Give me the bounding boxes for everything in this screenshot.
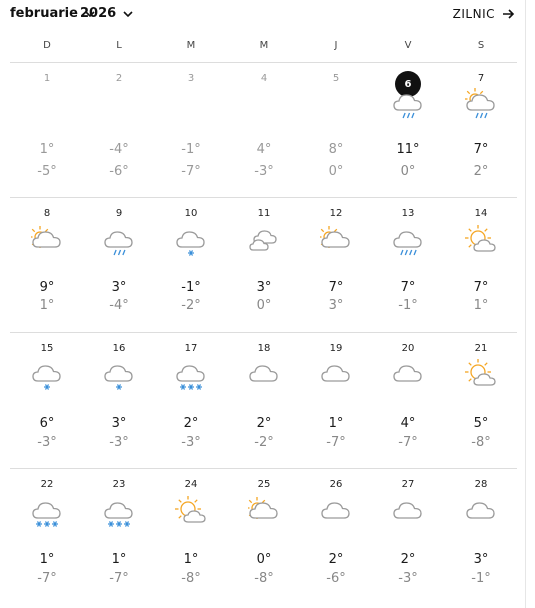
high-temp: 3° xyxy=(473,552,489,567)
high-temp: 1° xyxy=(39,552,55,567)
high-temp: 4° xyxy=(256,142,272,157)
month-label: februarie xyxy=(10,6,78,21)
sun-behind-cloud-icon xyxy=(320,225,352,257)
high-temp: 11° xyxy=(396,142,420,157)
low-temp: 0° xyxy=(328,164,344,179)
day-number: 8 xyxy=(43,208,51,219)
day-number: 10 xyxy=(184,208,198,219)
day-cell[interactable] xyxy=(229,469,299,604)
day-number: 16 xyxy=(112,343,126,354)
day-number: 21 xyxy=(474,343,488,354)
day-cell[interactable] xyxy=(229,63,299,198)
day-cell[interactable] xyxy=(301,198,371,333)
low-temp: -3° xyxy=(37,435,57,450)
day-cell[interactable] xyxy=(301,333,371,468)
low-temp: -7° xyxy=(109,571,129,586)
heavy-snow-icon xyxy=(103,496,135,528)
heavy-snow-icon xyxy=(31,496,63,528)
day-cell[interactable] xyxy=(373,469,443,604)
cloud-icon xyxy=(248,359,280,391)
snow-icon xyxy=(31,359,63,391)
low-temp: -1° xyxy=(398,298,418,313)
day-number: 2 xyxy=(115,73,123,84)
day-number: 13 xyxy=(401,208,415,219)
low-temp: -4° xyxy=(109,298,129,313)
high-temp: 2° xyxy=(256,416,272,431)
high-temp: 5° xyxy=(473,416,489,431)
high-temp: 9° xyxy=(39,280,55,295)
day-number: 11 xyxy=(257,208,271,219)
partly-sunny-icon xyxy=(175,496,207,528)
day-number: 25 xyxy=(257,479,271,490)
low-temp: -2° xyxy=(181,298,201,313)
cloud-icon xyxy=(392,496,424,528)
high-temp: 0° xyxy=(256,552,272,567)
weekday-label: S xyxy=(477,40,485,51)
day-cell[interactable] xyxy=(446,63,516,198)
snow-icon xyxy=(175,225,207,257)
day-cell[interactable] xyxy=(12,198,82,333)
today-day-number: 6 xyxy=(395,71,421,97)
day-number: 14 xyxy=(474,208,488,219)
day-cell[interactable] xyxy=(229,198,299,333)
low-temp: -3° xyxy=(254,164,274,179)
right-border xyxy=(525,0,526,608)
low-temp: -1° xyxy=(471,571,491,586)
low-temp: -2° xyxy=(254,435,274,450)
high-temp: 1° xyxy=(183,552,199,567)
partly-sunny-icon xyxy=(465,225,497,257)
day-cell[interactable] xyxy=(373,63,443,198)
high-temp: 7° xyxy=(328,280,344,295)
low-temp: -6° xyxy=(109,164,129,179)
low-temp: -3° xyxy=(398,571,418,586)
high-temp: 3° xyxy=(111,416,127,431)
weekday-label: V xyxy=(404,40,412,51)
high-temp: 2° xyxy=(183,416,199,431)
day-cell[interactable] xyxy=(156,469,226,604)
high-temp: -4° xyxy=(109,142,129,157)
weekday-label: D xyxy=(43,40,51,51)
day-number: 20 xyxy=(401,343,415,354)
day-cell[interactable] xyxy=(84,333,154,468)
partly-sunny-icon xyxy=(465,359,497,391)
calendar-header xyxy=(0,0,535,32)
high-temp: 3° xyxy=(256,280,272,295)
day-cell[interactable] xyxy=(156,198,226,333)
daily-view-label: ZILNIC xyxy=(452,7,495,21)
cloud-icon xyxy=(392,359,424,391)
low-temp: 0° xyxy=(256,298,272,313)
low-temp: -7° xyxy=(326,435,346,450)
sun-behind-cloud-icon xyxy=(31,225,63,257)
day-cell[interactable] xyxy=(156,333,226,468)
day-number: 23 xyxy=(112,479,126,490)
day-number: 9 xyxy=(115,208,123,219)
cloudy-icon xyxy=(248,225,280,257)
day-cell[interactable] xyxy=(373,198,443,333)
high-temp: 1° xyxy=(39,142,55,157)
day-number: 15 xyxy=(40,343,54,354)
day-cell[interactable] xyxy=(229,333,299,468)
low-temp: 1° xyxy=(473,298,489,313)
day-number: 3 xyxy=(187,73,195,84)
day-cell[interactable] xyxy=(446,333,516,468)
low-temp: -7° xyxy=(398,435,418,450)
day-cell[interactable] xyxy=(84,63,154,198)
low-temp: -3° xyxy=(109,435,129,450)
day-number: 27 xyxy=(401,479,415,490)
weekday-label: J xyxy=(334,40,338,51)
year-label: 2026 xyxy=(80,6,117,21)
high-temp: -1° xyxy=(181,280,201,295)
day-number: 12 xyxy=(329,208,343,219)
low-temp: -7° xyxy=(181,164,201,179)
day-number: 28 xyxy=(474,479,488,490)
rain-icon xyxy=(392,88,424,120)
low-temp: -6° xyxy=(326,571,346,586)
cloud-icon xyxy=(465,496,497,528)
high-temp: 7° xyxy=(473,280,489,295)
heavy-rain-icon xyxy=(392,225,424,257)
low-temp: -8° xyxy=(254,571,274,586)
day-cell[interactable] xyxy=(301,469,371,604)
low-temp: -7° xyxy=(37,571,57,586)
daily-view-link[interactable] xyxy=(453,7,515,21)
day-number: 17 xyxy=(184,343,198,354)
cloud-icon xyxy=(320,359,352,391)
arrow-right-icon xyxy=(502,8,515,20)
day-cell[interactable] xyxy=(84,469,154,604)
day-cell[interactable] xyxy=(84,198,154,333)
low-temp: -5° xyxy=(37,164,57,179)
day-number: 22 xyxy=(40,479,54,490)
cloud-icon xyxy=(320,496,352,528)
weekday-label: M xyxy=(259,40,269,51)
high-temp: 3° xyxy=(111,280,127,295)
sun-behind-cloud-icon xyxy=(248,496,280,528)
year-select[interactable] xyxy=(80,6,134,21)
day-cell[interactable] xyxy=(446,198,516,333)
day-number: 26 xyxy=(329,479,343,490)
day-number: 1 xyxy=(43,73,51,84)
day-number: 24 xyxy=(184,479,198,490)
day-number: 18 xyxy=(257,343,271,354)
weekday-label: L xyxy=(116,40,122,51)
high-temp: 1° xyxy=(111,552,127,567)
high-temp: 7° xyxy=(400,280,416,295)
day-number: 19 xyxy=(329,343,343,354)
high-temp: 8° xyxy=(328,142,344,157)
low-temp: -3° xyxy=(181,435,201,450)
day-cell[interactable] xyxy=(12,63,82,198)
low-temp: -8° xyxy=(471,435,491,450)
weekday-label: M xyxy=(186,40,196,51)
heavy-snow-icon xyxy=(175,359,207,391)
low-temp: 0° xyxy=(400,164,416,179)
high-temp: 1° xyxy=(328,416,344,431)
low-temp: 3° xyxy=(328,298,344,313)
high-temp: 2° xyxy=(328,552,344,567)
high-temp: -1° xyxy=(181,142,201,157)
day-cell[interactable] xyxy=(12,333,82,468)
day-number: 5 xyxy=(332,73,340,84)
sun-cloud-rain-icon xyxy=(465,88,497,120)
day-cell[interactable] xyxy=(12,469,82,604)
rain-icon xyxy=(103,225,135,257)
day-cell[interactable] xyxy=(446,469,516,604)
snow-icon xyxy=(103,359,135,391)
high-temp: 4° xyxy=(400,416,416,431)
day-number: 7 xyxy=(477,73,485,84)
high-temp: 2° xyxy=(400,552,416,567)
low-temp: 2° xyxy=(473,164,489,179)
day-cell[interactable] xyxy=(156,63,226,198)
day-cell[interactable] xyxy=(373,333,443,468)
low-temp: 1° xyxy=(39,298,55,313)
high-temp: 6° xyxy=(39,416,55,431)
low-temp: -8° xyxy=(181,571,201,586)
day-number: 4 xyxy=(260,73,268,84)
high-temp: 7° xyxy=(473,142,489,157)
chevron-down-icon xyxy=(122,9,134,19)
day-cell[interactable] xyxy=(301,63,371,198)
